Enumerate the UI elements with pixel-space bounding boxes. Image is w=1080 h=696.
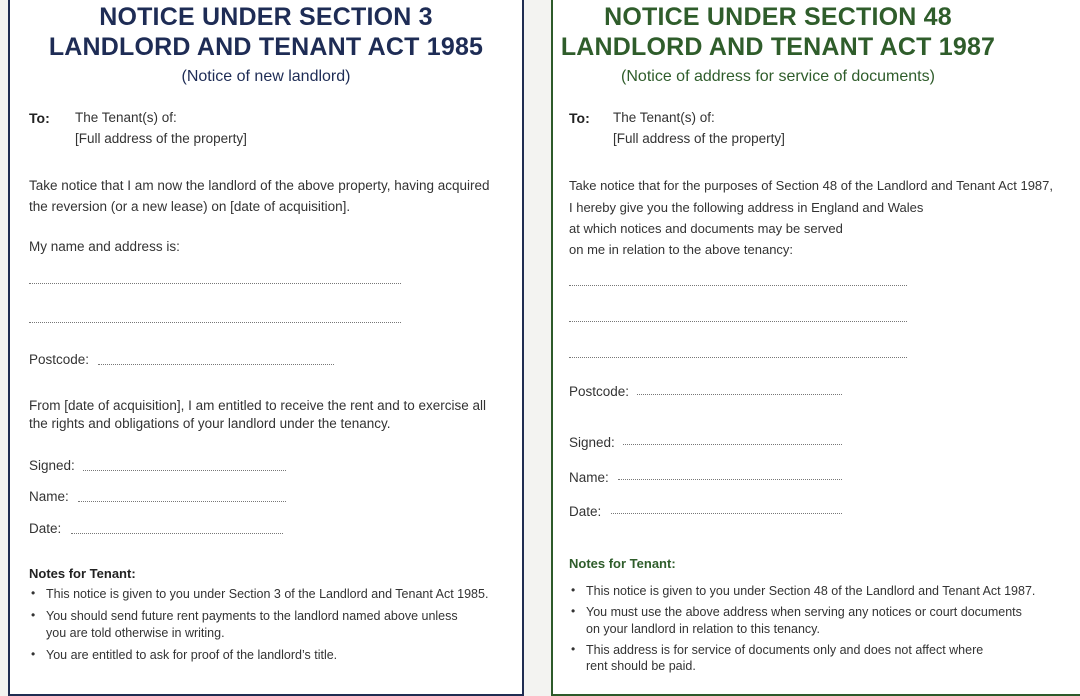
notice-subtitle: (Notice of new landlord): [181, 68, 351, 85]
note-item: You are entitled to ask for proof of the landlord’s title.: [46, 648, 338, 662]
note-bullet: •: [571, 642, 576, 656]
note-bullet: •: [571, 604, 576, 618]
entitlement-paragraph-line2: the rights and obligations of your landlord under the tenancy.: [29, 416, 391, 431]
note-bullet: •: [31, 586, 36, 600]
note-bullet: •: [31, 647, 36, 661]
tenant-line: The Tenant(s) of:: [613, 110, 715, 125]
to-label: To:: [569, 110, 590, 126]
address-line-1[interactable]: [29, 283, 401, 284]
name-label: Name:: [29, 489, 69, 504]
postcode-label: Postcode:: [29, 352, 90, 367]
date-field[interactable]: [611, 513, 842, 514]
note-bullet: •: [571, 583, 576, 597]
signed-label: Signed:: [29, 458, 75, 473]
signature-field[interactable]: [83, 470, 286, 471]
name-field[interactable]: [78, 501, 286, 502]
entitlement-paragraph-line1: From [date of acquisition], I am entitled to receive the rent and to exercise all: [29, 398, 486, 413]
notes-heading: Notes for Tenant:: [569, 556, 676, 571]
name-field[interactable]: [618, 479, 842, 480]
date-label: Date:: [569, 504, 602, 519]
note-item: you are told otherwise in writing.: [46, 626, 225, 640]
address-line-2[interactable]: [569, 321, 907, 322]
address-line-3[interactable]: [569, 357, 907, 358]
notice-title-line2: LANDLORD AND TENANT ACT 1987: [560, 33, 996, 61]
notice-title-line2: LANDLORD AND TENANT ACT 1985: [48, 33, 484, 61]
service-paragraph-line1: Take notice that for the purposes of Section 48 of the Landlord and Tenant Act 1987,: [569, 178, 1053, 193]
note-item: rent should be paid.: [586, 659, 696, 673]
note-item: This notice is given to you under Section 48 of the Landlord and Tenant Act 1987.: [586, 584, 1036, 598]
note-item: This address is for service of documents only and does not affect where: [586, 643, 984, 657]
property-address-placeholder: [Full address of the property]: [75, 131, 247, 146]
postcode-field[interactable]: [98, 364, 334, 365]
address-line-2[interactable]: [29, 322, 401, 323]
signature-field[interactable]: [623, 444, 842, 445]
date-label: Date:: [29, 521, 62, 536]
notice-title-line1: NOTICE UNDER SECTION 3: [99, 3, 433, 31]
tenant-line: The Tenant(s) of:: [75, 110, 177, 125]
signed-label: Signed:: [569, 435, 615, 450]
acquisition-paragraph-line1: Take notice that I am now the landlord of the above property, having acquired: [29, 178, 490, 193]
date-field[interactable]: [71, 533, 283, 534]
notice-title-line1: NOTICE UNDER SECTION 48: [604, 3, 952, 31]
notice-subtitle: (Notice of address for service of documents): [621, 68, 935, 85]
property-address-placeholder: [Full address of the property]: [613, 131, 785, 146]
service-paragraph-line3: at which notices and documents may be served: [569, 221, 843, 236]
note-item: on your landlord in relation to this tenancy.: [586, 622, 820, 636]
section-3-notice: [8, 0, 524, 696]
postcode-label: Postcode:: [569, 384, 630, 399]
note-bullet: •: [31, 608, 36, 622]
acquisition-paragraph-line2: the reversion (or a new lease) on [date of acquisition].: [29, 199, 351, 214]
name-label: Name:: [569, 470, 609, 485]
service-paragraph-line2: I hereby give you the following address in England and Wales: [569, 200, 924, 215]
to-label: To:: [29, 110, 50, 126]
address-line-1[interactable]: [569, 285, 907, 286]
note-item: This notice is given to you under Section 3 of the Landlord and Tenant Act 1985.: [46, 587, 489, 601]
notes-heading: Notes for Tenant:: [29, 566, 136, 581]
postcode-field[interactable]: [637, 394, 842, 395]
note-item: You must use the above address when serving any notices or court documents: [586, 605, 1022, 619]
section-48-notice: [551, 0, 1080, 696]
service-paragraph-line4: on me in relation to the above tenancy:: [569, 242, 794, 257]
note-item: You should send future rent payments to the landlord named above unless: [46, 609, 458, 623]
name-address-label: My name and address is:: [29, 239, 180, 254]
